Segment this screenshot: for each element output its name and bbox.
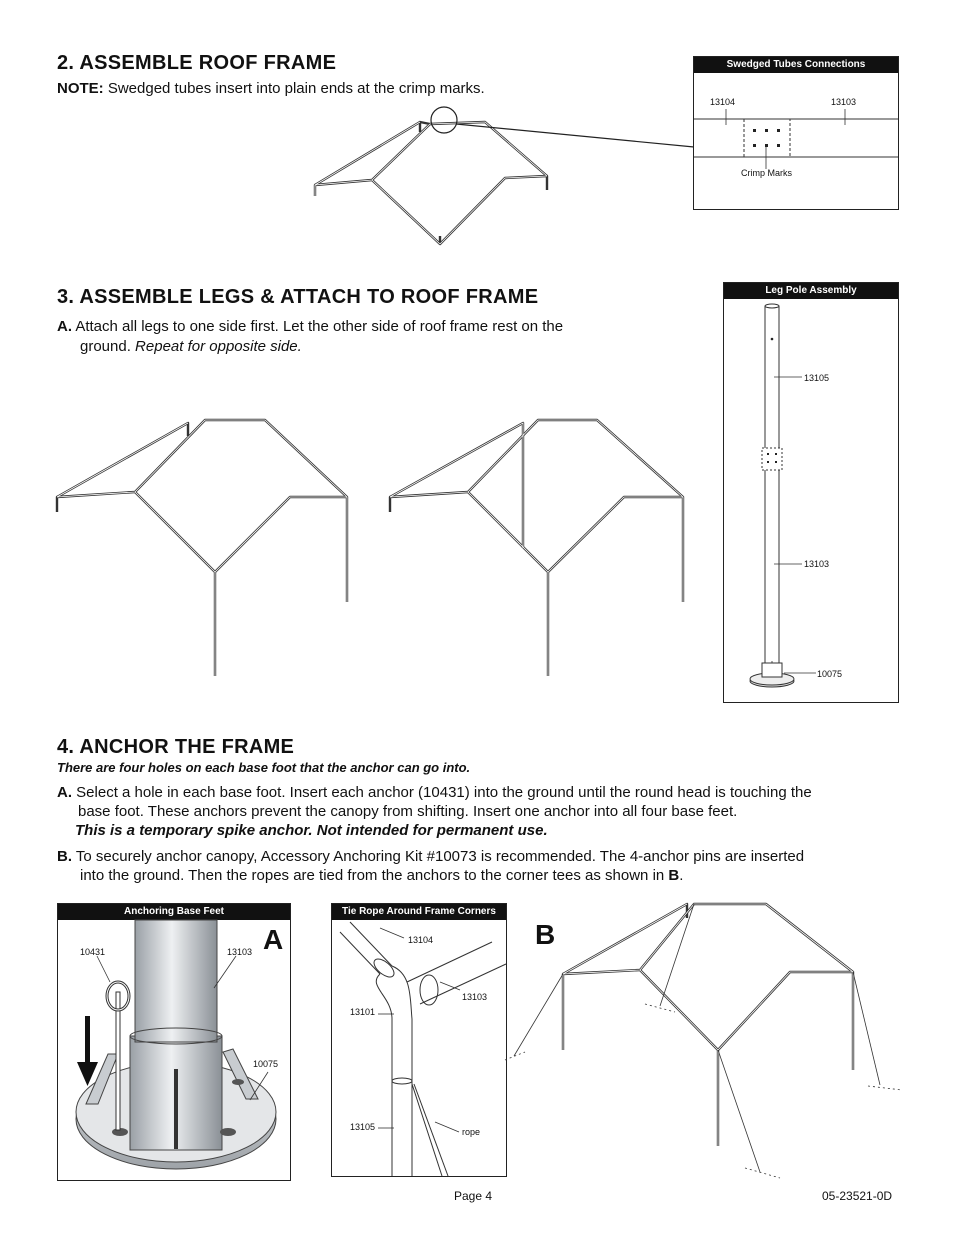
figure-b-letter: B (535, 919, 556, 950)
step-4b-ref: B (668, 867, 680, 884)
anchoring-base-box (57, 903, 291, 1181)
page-number: Page 4 (454, 1189, 493, 1203)
part-label-13103: 13103 (831, 97, 857, 107)
step-a-label: A. (57, 318, 72, 335)
part-label-10075-anchor: 10075 (253, 1059, 279, 1069)
part-label-13103-leg: 13103 (804, 559, 830, 569)
part-label-10431: 10431 (80, 947, 106, 957)
step-4a-label: A. (57, 784, 72, 801)
part-label-13101: 13101 (350, 1007, 376, 1017)
note-label: NOTE: (57, 80, 104, 97)
part-label-10075: 10075 (817, 669, 843, 679)
step-4b-line-1: To securely anchor canopy, Accessory Anchoring Kit #10073 is recommended. The 4-anchor pins are inserted (75, 848, 805, 865)
step-4b-line-2-wrap (80, 866, 683, 886)
swedged-tube-diagram (694, 57, 898, 209)
section-4-step-a (57, 783, 812, 803)
section-3-heading: 3. ASSEMBLE LEGS & ATTACH TO ROOF FRAME (57, 286, 539, 308)
part-label-13105-rope: 13105 (350, 1122, 376, 1132)
step-a-text: Attach all legs to one side first. Let the other side of roof frame rest on the (75, 318, 564, 335)
rope-label: rope (462, 1127, 481, 1137)
swedged-box-title: Swedged Tubes Connections (694, 57, 898, 73)
step-4a-line-2: base foot. These anchors prevent the canopy from shifting. Insert one anchor into all four base feet. (78, 803, 738, 820)
step-4b-end: . (679, 867, 684, 884)
swedged-tubes-box (693, 56, 899, 210)
section-3-step-a-cont (80, 337, 302, 357)
section-3-step-a (57, 317, 563, 337)
anchor-foot-diagram (58, 904, 290, 1180)
rope-box-title: Tie Rope Around Frame Corners (332, 904, 506, 920)
figure-a-letter: A (263, 924, 284, 955)
note-text: Swedged tubes insert into plain ends at the crimp marks. (107, 80, 485, 97)
crimp-marks-label: Crimp Marks (741, 168, 792, 178)
step-4a-warning: This is a temporary spike anchor. Not intended for permanent use. (75, 822, 548, 839)
section-4-step-b (57, 847, 804, 867)
section-4-heading: 4. ANCHOR THE FRAME (57, 736, 295, 758)
tie-rope-box (331, 903, 507, 1177)
leg-box-title: Leg Pole Assembly (724, 283, 898, 299)
step-4a-line-1: Select a hole in each base foot. Insert each anchor (10431) into the ground until the round head is touching the (76, 784, 812, 801)
step-4b-label: B. (57, 848, 72, 865)
step-a-italic: Repeat for opposite side. (135, 338, 302, 355)
part-label-13103-anchor: 13103 (227, 947, 253, 957)
part-label-13105: 13105 (804, 373, 830, 383)
document-id: 05-23521-0D (822, 1189, 893, 1203)
anchor-box-title: Anchoring Base Feet (58, 904, 290, 920)
section-4-subtitle: There are four holes on each base foot that the anchor can go into. (57, 760, 471, 775)
step-a-text-2: ground. (80, 338, 131, 355)
leg-pole-box (723, 282, 899, 703)
leg-pole-diagram (724, 283, 898, 702)
part-label-13103-rope: 13103 (462, 992, 488, 1002)
section-2-note (57, 79, 485, 99)
part-label-13104-rope: 13104 (408, 935, 434, 945)
part-label-13104: 13104 (710, 97, 736, 107)
step-4b-line-2: into the ground. Then the ropes are tied from the anchors to the corner tees as shown in (80, 867, 665, 884)
section-2-heading: 2. ASSEMBLE ROOF FRAME (57, 52, 337, 74)
